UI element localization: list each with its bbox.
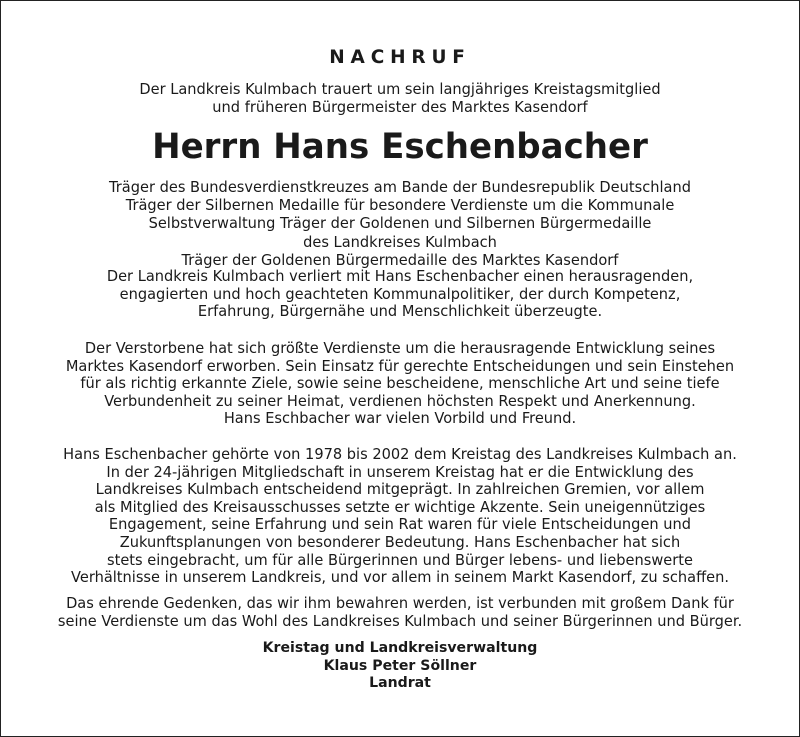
honor-line: Träger des Bundesverdienstkreuzes am Bande der Bundesrepublik Deutschland [109, 178, 691, 196]
paragraph-line: seine Verdienste um das Wohl des Landkreises Kulmbach und seiner Bürgerinnen und Bürger. [57, 611, 743, 630]
paragraph-remembrance [1, 595, 799, 630]
signature-name: Klaus Peter Söllner [323, 657, 477, 674]
paragraph-line: Erfahrung, Bürgernähe und Menschlichkeit überzeugte. [197, 302, 603, 321]
paragraph-line: Landkreises Kulmbach entscheidend mitgeprägt. In zahlreichen Gremien, vor allem [95, 480, 705, 499]
paragraph-line: als Mitglied des Kreisausschusses setzte er wichtige Akzente. Sein uneigennütziges [94, 497, 706, 516]
intro-line: Der Landkreis Kulmbach trauert um sein langjähriges Kreistagsmitglied [139, 80, 661, 98]
paragraph-career [1, 446, 799, 587]
signature-organization: Kreistag und Landkreisverwaltung [262, 640, 538, 656]
deceased-name: Herrn Hans Eschenbacher [152, 127, 648, 167]
paragraph-line: engagierten und hoch geachteten Kommunalpolitiker, der durch Kompetenz, [119, 284, 681, 303]
paragraph-line: Verbundenheit zu seiner Heimat, verdienen höchsten Respekt und Anerkennung. [104, 391, 696, 410]
paragraph-line: Hans Eschbacher war vielen Vorbild und Freund. [223, 409, 577, 428]
signature-title: Landrat [369, 675, 431, 691]
paragraph-line: stets eingebracht, um für alle Bürgerinnen und Bürger lebens- und liebenswerte [107, 550, 693, 569]
paragraph-tribute [1, 268, 799, 321]
honor-line: des Landkreises Kulmbach [303, 232, 497, 251]
paragraph-line: Verhältnisse in unserem Landkreis, und vor allem in seinem Markt Kasendorf, zu schaffen. [71, 568, 729, 587]
notice-heading: NACHRUF [329, 46, 471, 68]
paragraph-line: Der Verstorbene hat sich größte Verdienste um die herausragende Entwicklung seines [84, 339, 716, 357]
honors-list [1, 178, 799, 269]
paragraph-merits [1, 340, 799, 428]
honor-line: Selbstverwaltung Träger der Goldenen und Silbernen Bürgermedaille [148, 214, 652, 233]
honor-line: Träger der Silbernen Medaille für besondere Verdienste um die Kommunale [125, 196, 675, 215]
paragraph-line: für als richtig erkannte Ziele, sowie seine bescheidene, menschliche Art und seine tiefe [80, 374, 720, 393]
signature-block [1, 640, 799, 693]
paragraph-line: Hans Eschenbacher gehörte von 1978 bis 2002 dem Kreistag des Landkreises Kulmbach an. [63, 445, 737, 463]
intro-text [1, 80, 799, 116]
paragraph-line: In der 24-jährigen Mitgliedschaft in unserem Kreistag hat er die Entwicklung des [106, 462, 694, 481]
paragraph-line: Marktes Kasendorf erworben. Sein Einsatz für gerechte Entscheidungen und sein Einstehen [65, 356, 735, 375]
paragraph-line: Der Landkreis Kulmbach verliert mit Hans Eschenbacher einen herausragenden, [106, 267, 694, 285]
paragraph-line: Das ehrende Gedenken, das wir ihm bewahren werden, ist verbunden mit großem Dank für [66, 594, 734, 612]
paragraph-line: Zukunftsplanungen von besonderer Bedeutung. Hans Eschenbacher hat sich [119, 532, 681, 551]
paragraph-line: Engagement, seine Erfahrung und sein Rat waren für viele Entscheidungen und [108, 515, 692, 534]
intro-line: und früheren Bürgermeister des Marktes Kasendorf [212, 98, 588, 116]
honor-line: Träger der Goldenen Bürgermedaille des Marktes Kasendorf [181, 250, 619, 269]
